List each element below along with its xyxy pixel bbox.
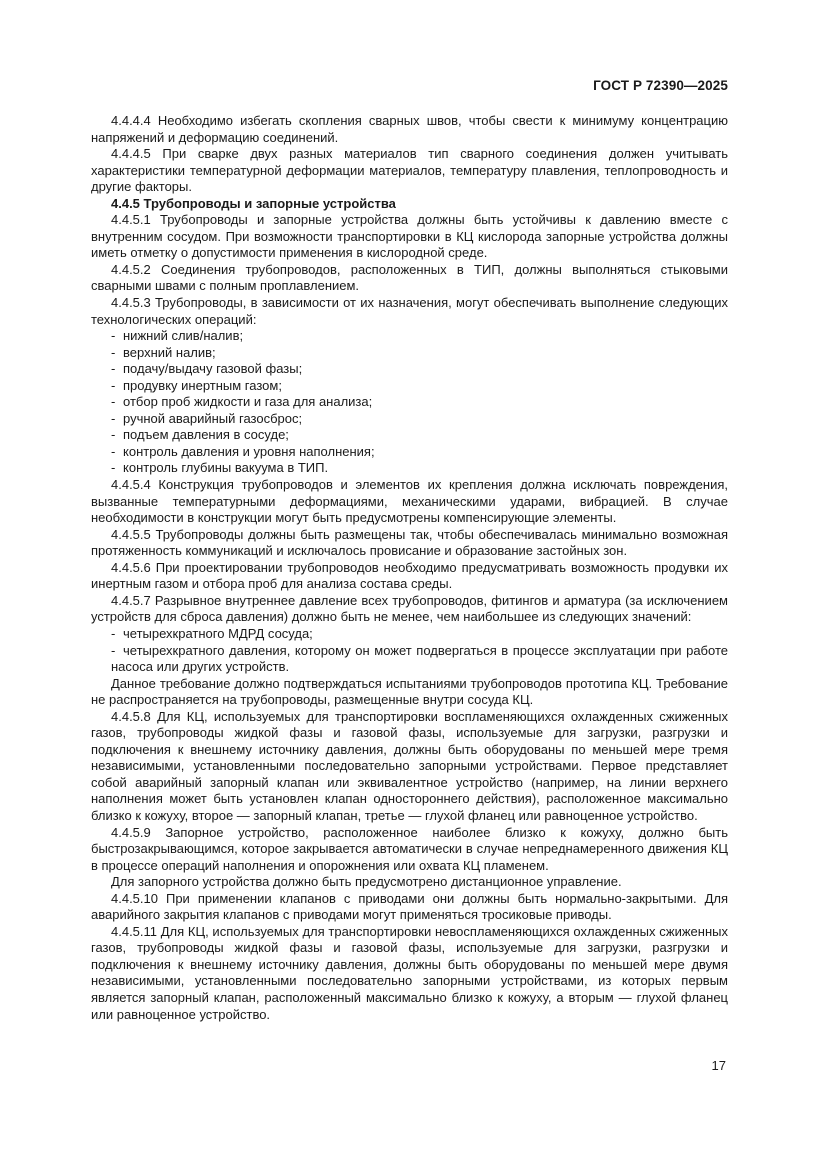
list-item: - подъем давления в сосуде; [91, 427, 728, 444]
page-number: 17 [711, 1058, 726, 1073]
paragraph: 4.4.5.11 Для КЦ, используемых для транспортировки невоспламеняющихся охлажденных сжиженных газов, трубопроводы жидкой фазы и газовой фазы, используемые для загрузки, разгрузки и подключения к внешнему источнику давления, должны быть оборудованы по меньшей мере двумя независимыми, установленными последовательно запорными устройствами, из которых первым является запорный клапан, расположенный максимально близко к кожуху, а вторым — глухой фланец или равноценное устройство. [91, 923, 728, 1022]
paragraph: 4.4.5.7 Разрывное внутреннее давление всех трубопроводов, фитингов и арматура (за исключением устройств для сброса давления) должно быть не менее, чем наибольшее из следующих значений: [91, 592, 728, 625]
paragraph: 4.4.4.5 При сварке двух разных материалов тип сварного соединения должен учитывать характеристики температурной деформации материалов, температуру плавления, теплопроводность и другие факторы. [91, 146, 728, 195]
paragraph: 4.4.5.9 Запорное устройство, расположенное наиболее близко к кожуху, должно быть быстрозакрывающимся, которое закрывается автоматически в случае непреднамеренного движения КЦ в процессе операций наполнения и опорожнения или охвата КЦ пламенем. [91, 824, 728, 873]
paragraph: 4.4.5.1 Трубопроводы и запорные устройства должны быть устойчивы к давлению вместе с внутренним сосудом. При возможности транспортировки в КЦ кислорода запорные устройства должны иметь отметку о допустимости применения в кислородной среде. [91, 212, 728, 261]
list-item: - контроль глубины вакуума в ТИП. [91, 460, 728, 477]
list-item: - подачу/выдачу газовой фазы; [91, 361, 728, 378]
list-item: - ручной аварийный газосброс; [91, 411, 728, 428]
document-body [91, 113, 728, 1023]
paragraph: 4.4.5.8 Для КЦ, используемых для транспортировки воспламеняющихся охлажденных сжиженных газов, трубопроводы жидкой фазы и газовой фазы, используемые для загрузки, разгрузки и подключения к внешнему источнику давления, должны быть оборудованы по меньшей мере тремя независимыми, установленными последовательно запорными устройствами. Первое представляет собой аварийный запорный клапан или эквивалентное устройство (например, на линии верхнего наполнения может быть установлен клапан одностороннего действия), расположенное максимально близко к кожуху, второе — запорный клапан, третье — глухой фланец или равноценное устройство. [91, 708, 728, 823]
bullet-list [91, 328, 728, 477]
paragraph: Данное требование должно подтверждаться испытаниями трубопроводов прототипа КЦ. Требование не распространяется на трубопроводы, размещенные внутри сосуда КЦ. [91, 675, 728, 708]
paragraph: 4.4.5.6 При проектировании трубопроводов необходимо предусматривать возможность продувки их инертным газом и отбора проб для анализа состава среды. [91, 559, 728, 592]
list-item: - продувку инертным газом; [91, 378, 728, 395]
standard-header: ГОСТ Р 72390—2025 [593, 78, 728, 93]
paragraph: 4.4.5.4 Конструкция трубопроводов и элементов их крепления должна исключать повреждения, вызванные температурными деформациями, механическими ударами, вибрацией. В случае необходимости в конструкции могут быть предусмотрены компенсирующие элементы. [91, 477, 728, 526]
list-item: - четырехкратного МДРД сосуда; [91, 626, 728, 643]
paragraph: 4.4.5.3 Трубопроводы, в зависимости от их назначения, могут обеспечивать выполнение следующих технологических операций: [91, 295, 728, 327]
list-item: - отбор проб жидкости и газа для анализа; [91, 394, 728, 411]
paragraph: Для запорного устройства должно быть предусмотрено дистанционное управление. [111, 874, 622, 890]
paragraph: 4.4.5.2 Соединения трубопроводов, расположенных в ТИП, должны выполняться стыковыми сварными швами с полным проплавлением. [91, 261, 728, 294]
section-heading: 4.4.5 Трубопроводы и запорные устройства [111, 195, 396, 211]
bullet-list [91, 626, 728, 676]
list-item: - верхний налив; [91, 345, 728, 362]
list-item: - контроль давления и уровня наполнения; [91, 444, 728, 461]
paragraph: 4.4.5.10 При применении клапанов с приводами они должны быть нормально-закрытыми. Для аварийного закрытия клапанов с приводами могут применяться тросиковые приводы. [91, 890, 728, 923]
list-item: - четырехкратного давления, которому он может подвергаться в процессе эксплуатации при работе насоса или других устройств. [91, 643, 728, 676]
paragraph: 4.4.5.5 Трубопроводы должны быть размещены так, чтобы обеспечивалась минимально возможная протяженность коммуникаций и исключалось провисание и образование застойных зон. [91, 526, 728, 559]
paragraph: 4.4.4.4 Необходимо избегать скопления сварных швов, чтобы свести к минимуму концентрацию напряжений и деформацию соединений. [91, 113, 728, 145]
list-item: - нижний слив/налив; [91, 328, 728, 345]
